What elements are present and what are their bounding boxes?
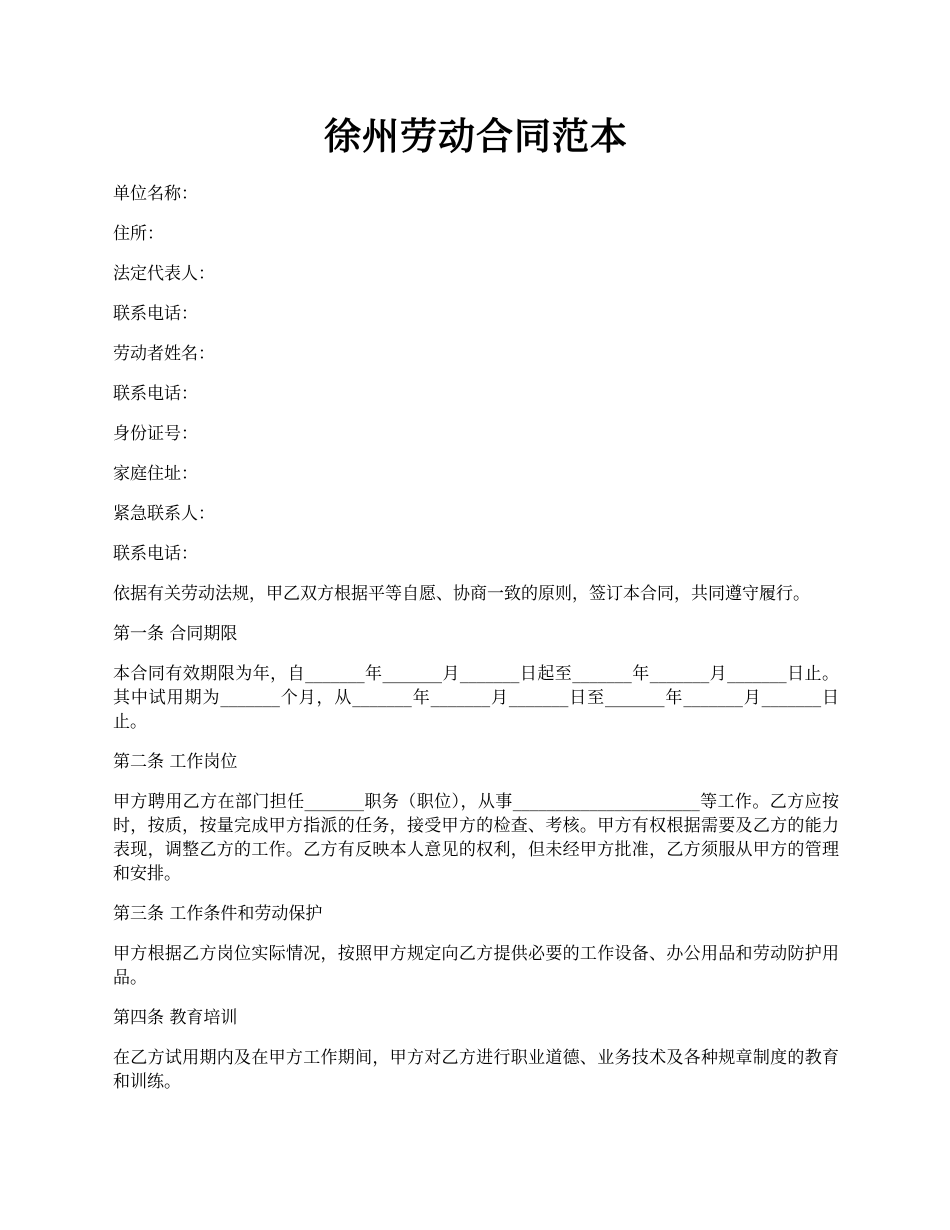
article-4-heading: 第四条 教育培训 (113, 1008, 238, 1028)
field-employer-name: 单位名称： (113, 184, 198, 204)
field-employer-phone: 联系电话： (113, 304, 198, 324)
article-4-body: 在乙方试用期内及在甲方工作期间，甲方对乙方进行职业道德、业务技术及各种规章制度的教育和训练。 (113, 1048, 839, 1092)
page-title: 徐州劳动合同范本 (324, 114, 628, 158)
article-2-heading: 第二条 工作岗位 (113, 752, 238, 772)
article-1-heading: 第一条 合同期限 (113, 624, 238, 644)
document-page (113, 108, 839, 1110)
field-home-address: 家庭住址： (113, 464, 198, 484)
article-1-body: 本合同有效期限为年，自_______年_______月_______日起至_______年_______月_______日止。其中试用期为_______个月，从_______年_______月_______日至_______年_______月_______日止。 (113, 664, 839, 732)
article-3-heading: 第三条 工作条件和劳动保护 (113, 904, 323, 924)
field-legal-representative: 法定代表人： (113, 264, 215, 284)
field-employee-phone: 联系电话： (113, 384, 198, 404)
intro-paragraph: 依据有关劳动法规，甲乙双方根据平等自愿、协商一致的原则，签订本合同，共同遵守履行。 (113, 584, 810, 604)
article-3-body: 甲方根据乙方岗位实际情况，按照甲方规定向乙方提供必要的工作设备、办公用品和劳动防护用品。 (113, 944, 839, 988)
field-emergency-phone: 联系电话： (113, 544, 198, 564)
field-employer-address: 住所： (113, 224, 164, 244)
article-2-body: 甲方聘用乙方在部门担任_______职务（职位），从事______________________等工作。乙方应按时，按质，按量完成甲方指派的任务，接受甲方的检查、考核。甲方有权根据需要及乙方的能力表现，调整乙方的工作。乙方有反映本人意见的权利，但未经甲方批准，乙方须服从甲方的管理和安排。 (113, 792, 839, 884)
field-emergency-contact: 紧急联系人： (113, 504, 215, 524)
field-employee-name: 劳动者姓名： (113, 344, 215, 364)
field-id-number: 身份证号： (113, 424, 198, 444)
